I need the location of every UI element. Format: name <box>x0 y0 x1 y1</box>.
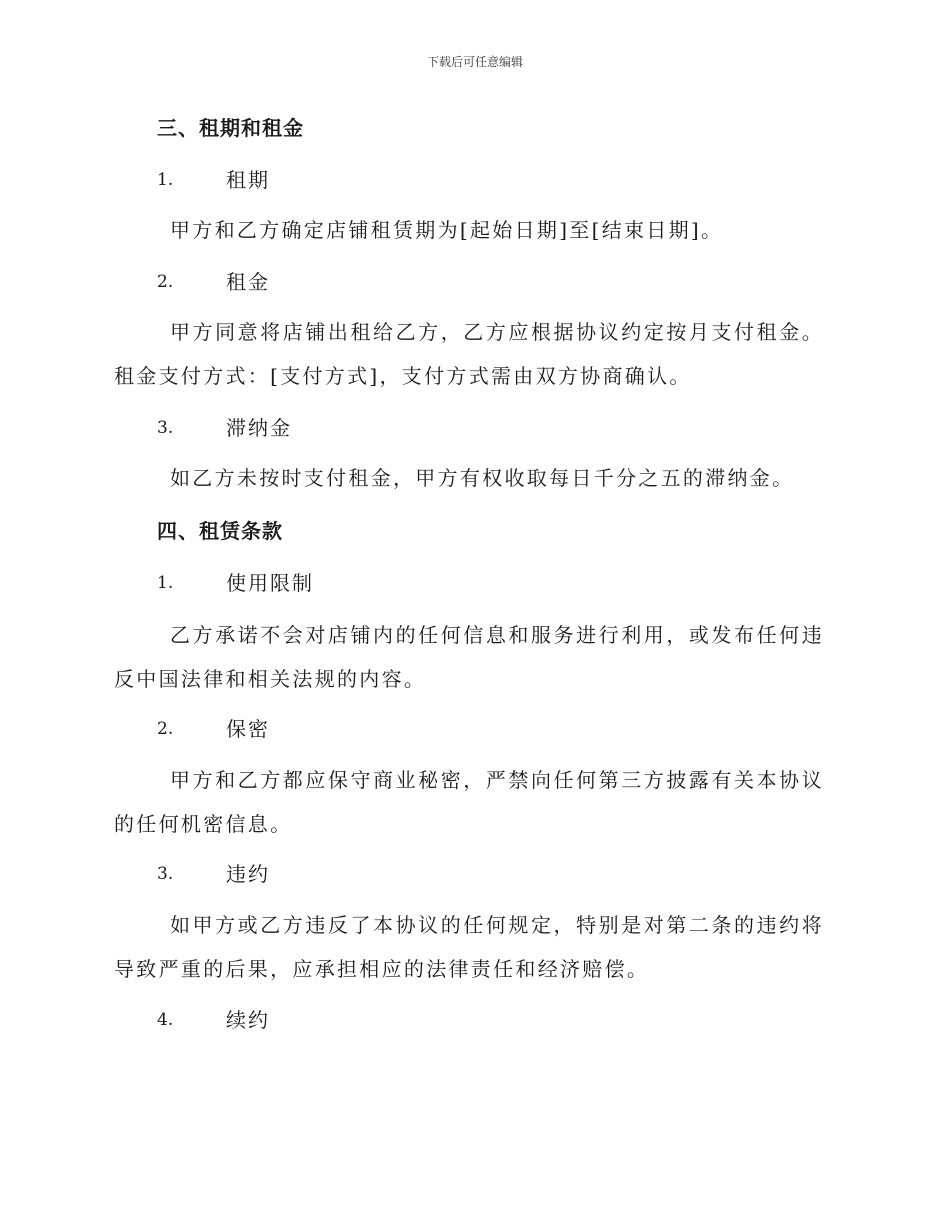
page-header: 下载后可任意编辑 <box>426 55 523 69</box>
item-number: 2. <box>157 719 174 739</box>
item-number: 1. <box>157 573 174 593</box>
item-paragraph: 乙方承诺不会对店铺内的任何信息和服务进行利用，或发布任何违反中国法律和相关法规的内容。 <box>114 623 824 691</box>
item-paragraph: 如甲方或乙方违反了本协议的任何规定，特别是对第二条的违约将导致严重的后果，应承担相应的法律责任和经济赔偿。 <box>114 913 824 981</box>
item-title: 保密 <box>226 717 270 741</box>
item-title: 使用限制 <box>226 571 314 595</box>
item-number: 4. <box>157 1010 174 1030</box>
item-paragraph: 甲方同意将店铺出租给乙方，乙方应根据协议约定按月支付租金。租金支付方式：[支付方式]，支付方式需由双方协商确认。 <box>114 320 824 388</box>
item-number: 3. <box>157 418 174 438</box>
item-paragraph: 如乙方未按时支付租金，甲方有权收取每日千分之五的滞纳金。 <box>170 466 795 490</box>
item-title: 续约 <box>226 1008 270 1032</box>
item-title: 租金 <box>226 270 270 294</box>
item-paragraph: 甲方和乙方确定店铺租赁期为[起始日期]至[结束日期]。 <box>170 218 724 242</box>
item-title: 租期 <box>226 168 270 192</box>
item-number: 2. <box>157 272 174 292</box>
item-number: 3. <box>157 864 174 884</box>
item-number: 1. <box>157 170 174 190</box>
item-paragraph: 甲方和乙方都应保守商业秘密，严禁向任何第三方披露有关本协议的任何机密信息。 <box>114 768 824 836</box>
item-title: 违约 <box>226 862 270 886</box>
section-heading: 四、租赁条款 <box>157 519 283 543</box>
section-heading: 三、租期和租金 <box>157 116 304 140</box>
item-title: 滞纳金 <box>226 416 292 440</box>
